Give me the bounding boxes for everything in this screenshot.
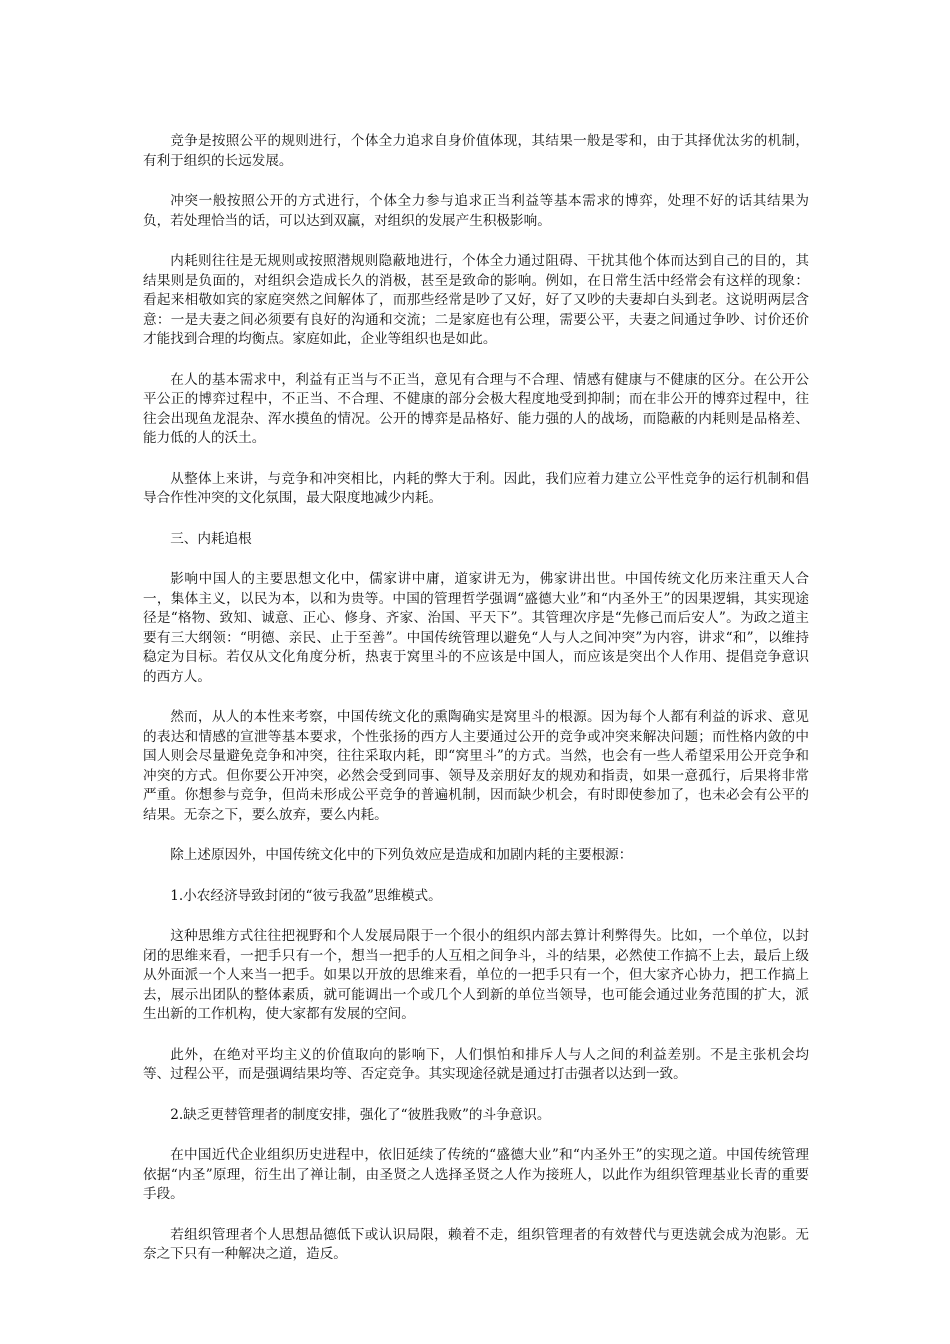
- paragraph-basic-needs: 在人的基本需求中，利益有正当与不正当，意见有合理与不合理、情感有健康与不健康的区分。在公开公平公正的博弈过程中，不正当、不合理、不健康的部分会极大程度地受到抑制；而在非公开的博弈过程中，往往会出现鱼龙混杂、浑水摸鱼的情况。公开的博弈是品格好、能力强的人的战场，而隐蔽的内耗则是品格差、能力低的人的沃土。: [143, 371, 809, 446]
- paragraph-rebellion: 若组织管理者个人思想品德低下或认识局限，赖着不走，组织管理者的有效替代与更迭就会成为泡影。无奈之下只有一种解决之道，造反。: [143, 1226, 809, 1262]
- paragraph-root-causes-intro: 除上述原因外，中国传统文化中的下列负效应是造成和加剧内耗的主要根源：: [170, 847, 633, 863]
- paragraph-overall: 从整体上来讲，与竞争和冲突相比，内耗的弊大于利。因此，我们应着力建立公平性竞争的运行机制和倡导合作性冲突的文化氛围，最大限度地减少内耗。: [143, 470, 809, 506]
- paragraph-culture: 影响中国人的主要思想文化中，儒家讲中庸，道家讲无为，佛家讲出世。中国传统文化历来注重天人合一，集体主义，以民为本，以和为贵等。中国的管理哲学强调“盛德大业”和“内圣外王”的因果逻辑，其实现途径是“格物、致知、诚意、正心、修身、齐家、治国、平天下”。其管理次序是“先修己而后安人”。为政之道主要有三大纲领：“明德、亲民、止于至善”。中国传统管理以避免“人与人之间冲突”为内容，讲求“和”，以维持稳定为目标。若仅从文化角度分析，热衷于窝里斗的不应该是中国人，而应该是突出个人作用、提倡竞争意识的西方人。: [143, 571, 809, 685]
- paragraph-closed-thinking: 这种思维方式往往把视野和个人发展局限于一个很小的组织内部去算计利弊得失。比如，一个单位，以封闭的思维来看，一把手只有一个，想当一把手的人互相之间争斗，斗的结果，必然使工作搞不上去，最后上级从外面派一个人来当一把手。如果以开放的思维来看，单位的一把手只有一个，但大家齐心协力，把工作搞上去，展示出团队的整体素质，就可能调出一个或几个人到新的单位当领导，也可能会通过业务范围的扩大，派生出新的工作机构，使大家都有发展的空间。: [143, 928, 809, 1022]
- section-heading: 三、内耗追根: [170, 530, 252, 547]
- list-item-1-heading: 1.小农经济导致封闭的“彼亏我盈”思维模式。: [170, 887, 442, 904]
- paragraph-conflict: 冲突一般按照公开的方式进行，个体全力参与追求正当利益等基本需求的博弈，处理不好的话其结果为负，若处理恰当的话，可以达到双赢，对组织的发展产生积极影响。: [143, 193, 809, 229]
- paragraph-human-nature: 然而，从人的本性来考察，中国传统文化的熏陶确实是窝里斗的根源。因为每个人都有利益的诉求、意见的表达和情感的宣泄等基本要求，个性张扬的西方人主要通过公开的竞争或冲突来解决问题；而性格内敛的中国人则会尽量避免竞争和冲突，往往采取内耗，即“窝里斗”的方式。当然，也会有一些人希望采用公开竞争和冲突的方式。但你要公开冲突，必然会受到同事、领导及亲朋好友的规劝和指责，如果一意孤行，后果将非常严重。你想参与竞争，但尚未形成公平竞争的普遍机制，因而缺少机会，有时即使参加了，也未必会有公平的结果。无奈之下，要么放弃，要么内耗。: [143, 709, 809, 823]
- document-body: [143, 132, 809, 1286]
- list-item-2-heading: 2.缺乏更替管理者的制度安排，强化了“彼胜我败”的斗争意识。: [170, 1106, 551, 1123]
- paragraph-succession: 在中国近代企业组织历史进程中，依旧延续了传统的“盛德大业”和“内圣外王”的实现之道。中国传统管理依据“内圣”原理，衍生出了禅让制，由圣贤之人选择圣贤之人作为接班人，以此作为组织管理基业长青的重要手段。: [143, 1147, 809, 1202]
- paragraph-competition: 竞争是按照公平的规则进行，个体全力追求自身价值体现，其结果一般是零和，由于其择优汰劣的机制，有利于组织的长远发展。: [143, 133, 809, 169]
- paragraph-internal-friction: 内耗则往往是无规则或按照潜规则隐蔽地进行，个体全力通过阻碍、干扰其他个体而达到自己的目的，其结果则是负面的，对组织会造成长久的消极，甚至是致命的影响。例如，在日常生活中经常会有这样的现象：看起来相敬如宾的家庭突然之间解体了，而那些经常是吵了又好，好了又吵的夫妻却白头到老。这说明两层含意：一是夫妻之间必须要有良好的沟通和交流；二是家庭也有公理，需要公平，夫妻之间通过争吵、讨价还价才能找到合理的均衡点。家庭如此，企业等组织也是如此。: [143, 253, 809, 347]
- paragraph-egalitarianism: 此外，在绝对平均主义的价值取向的影响下，人们惧怕和排斥人与人之间的利益差别。不是主张机会均等、过程公平，而是强调结果均等、否定竞争。其实现途径就是通过打击强者以达到一致。: [143, 1046, 809, 1082]
